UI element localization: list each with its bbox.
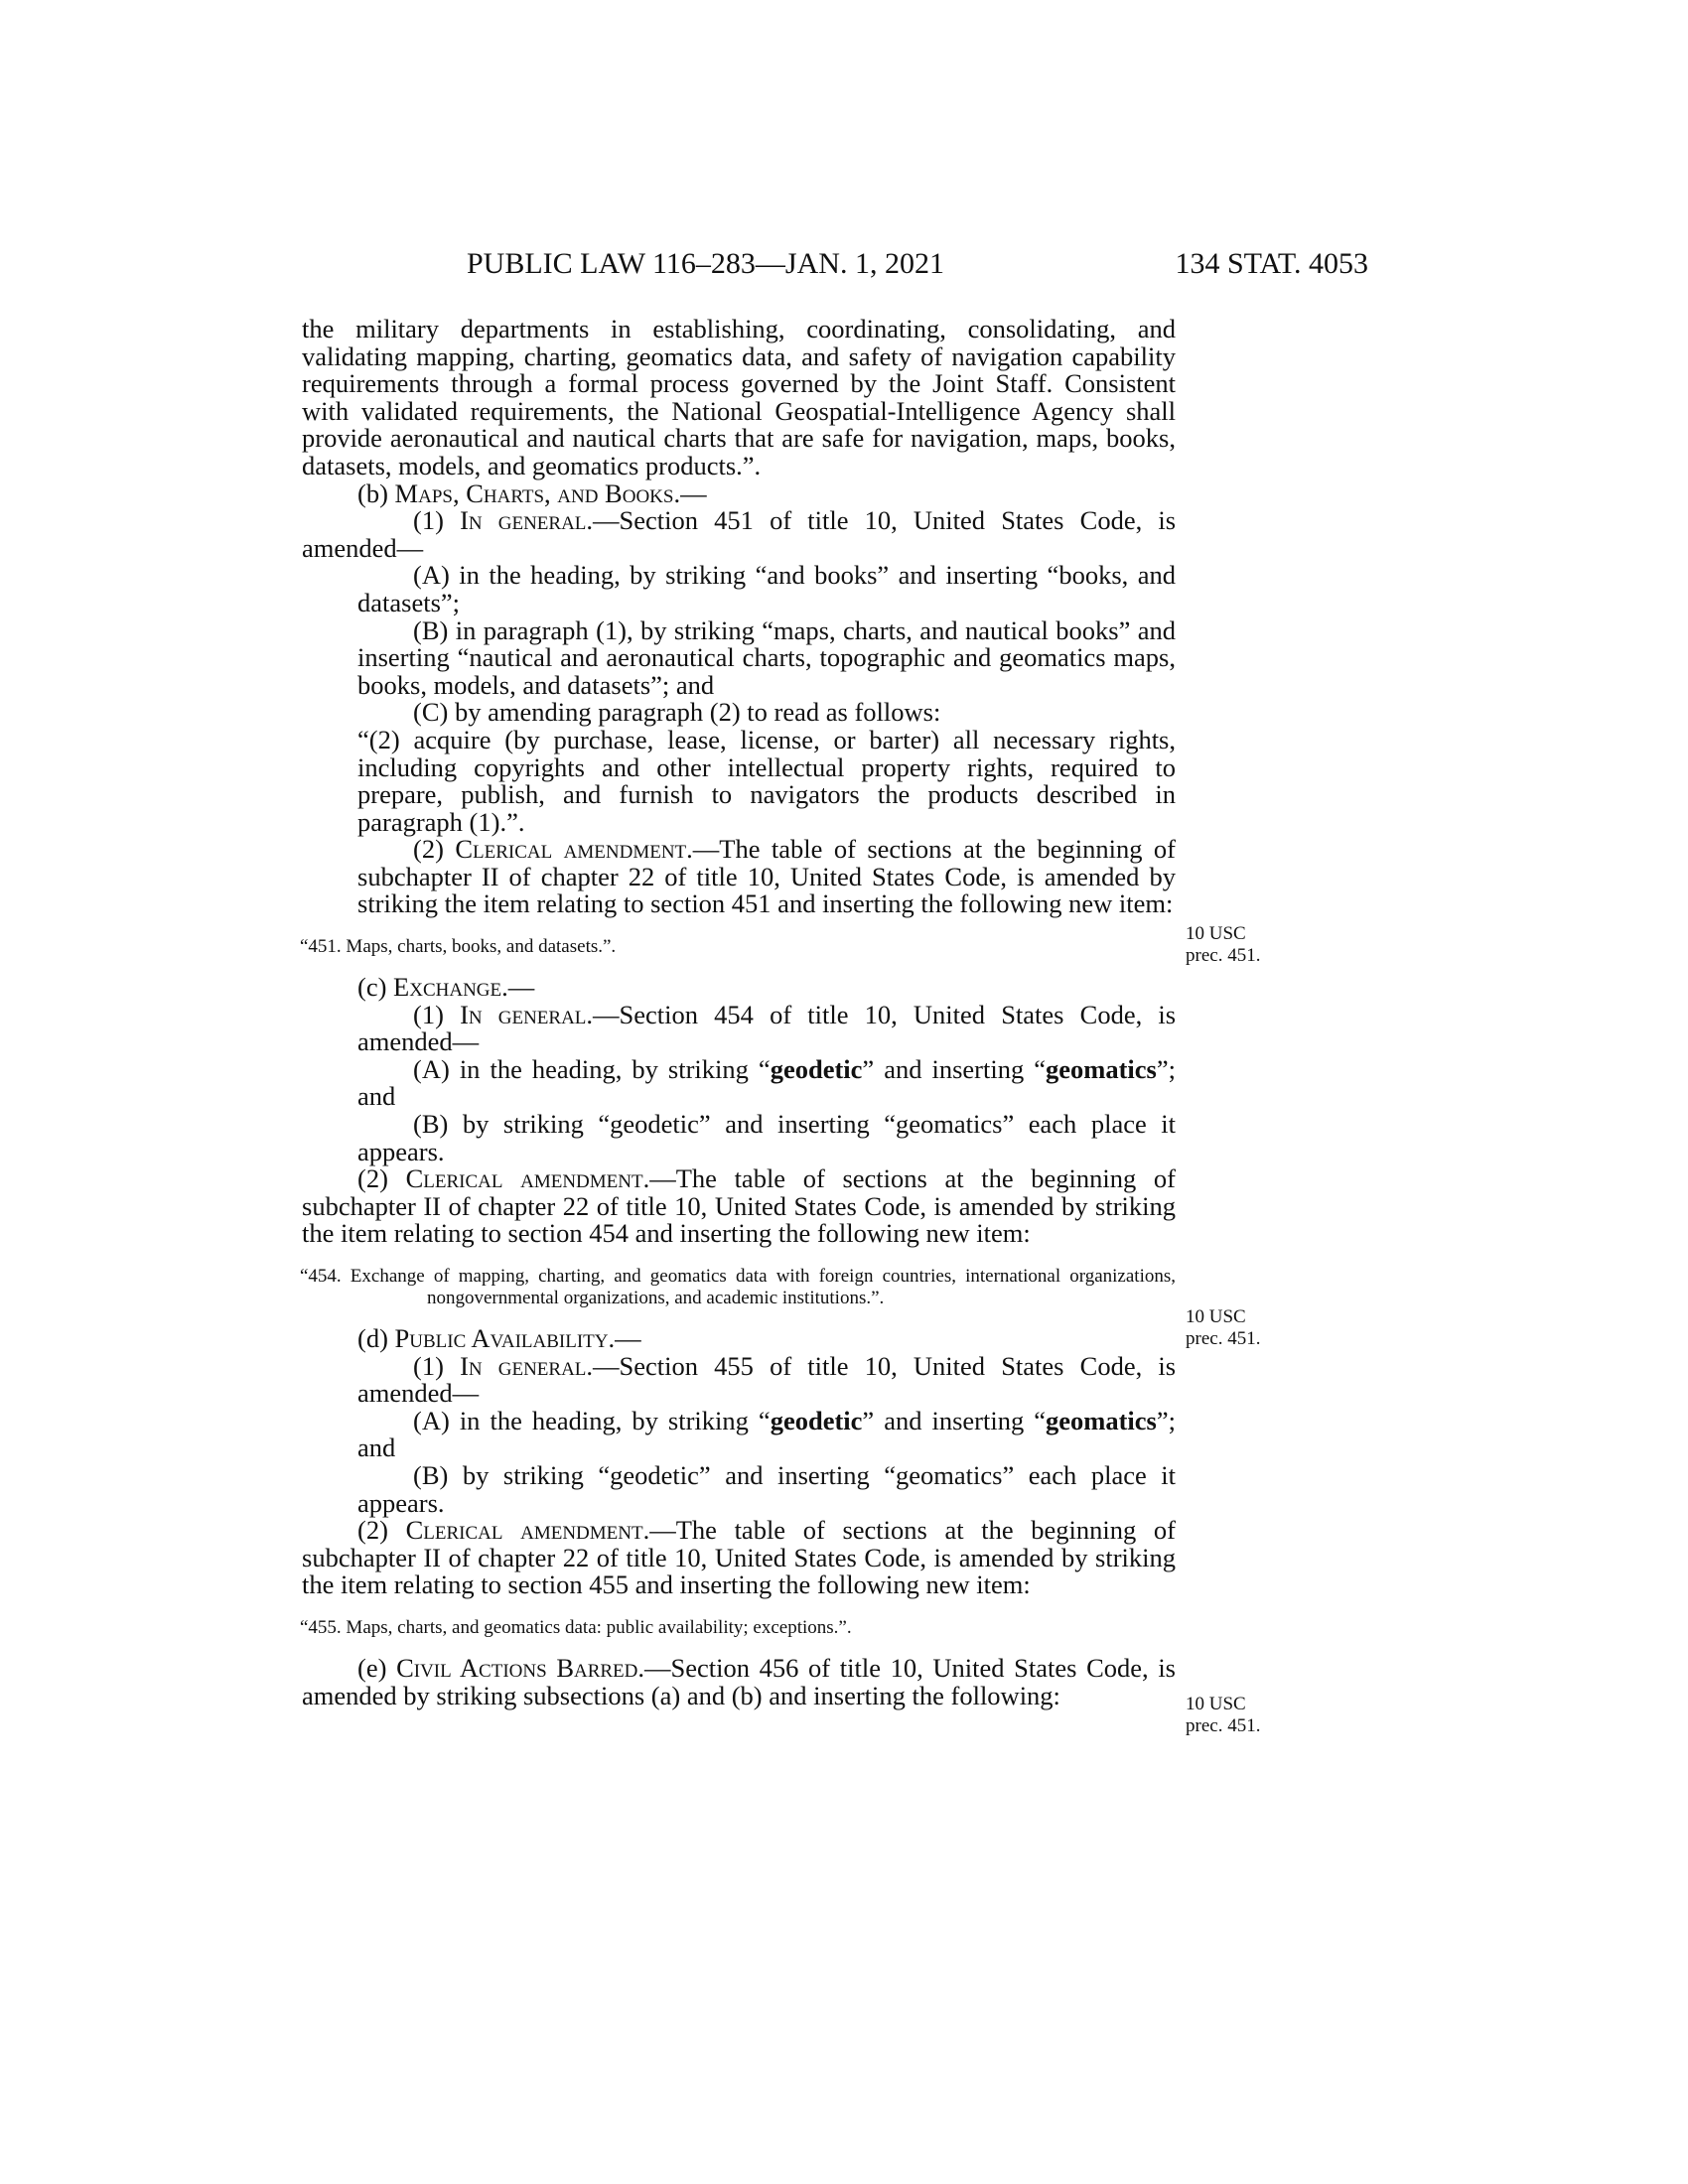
- margin-note-line: prec. 451.: [1186, 945, 1261, 966]
- bold-term: geomatics: [1046, 1053, 1157, 1084]
- bold-term: geodetic: [770, 1053, 863, 1084]
- subsection-b-title: Maps, Charts, and Books.—: [394, 478, 707, 508]
- table-of-sections-item-454: “454. Exchange of mapping, charting, and geomatics data with foreign countries, international organizations, nongovernmental organizations, and academic institutions.”.: [300, 1266, 1176, 1308]
- margin-note-line: 10 USC: [1186, 1694, 1246, 1714]
- subsection-b-paragraph-2: [302, 836, 1176, 918]
- paragraph-text: The table of sections at the beginning of subchapter II of chapter 22 of title 10, United States Code, is amended by striking the item relating to section 455 and inserting the following new item:: [302, 1515, 1176, 1600]
- subsection-d-paragraph-2: [246, 1517, 1176, 1599]
- margin-note-line: prec. 451.: [1186, 1715, 1261, 1736]
- page-number: 134 STAT. 4053: [1175, 247, 1368, 280]
- running-header-title: PUBLIC LAW 116–283—JAN. 1, 2021: [467, 247, 944, 280]
- subsection-c-number: (c): [357, 972, 387, 1003]
- subsection-c-subparagraph-b: (B) by striking “geodetic” and inserting “geomatics” each place it appears.: [357, 1109, 1176, 1166]
- paragraph-text: The table of sections at the beginning of subchapter II of chapter 22 of title 10, United States Code, is amended by striking the item relating to section 451 and inserting the following new item:: [357, 834, 1176, 919]
- paragraph-heading: In general.—: [460, 1350, 620, 1381]
- subsection-c-paragraph-2: [246, 1165, 1176, 1248]
- margin-note-b: [1186, 923, 1260, 967]
- subsection-b-number: (b): [357, 478, 388, 508]
- paragraph-heading: Clerical amendment.—: [405, 1515, 676, 1546]
- subsection-c-title: Exchange.—: [393, 972, 535, 1003]
- paragraph-number: (2): [357, 1515, 388, 1546]
- subsection-d-paragraph-1: [302, 1350, 1177, 1409]
- subsection-c-heading: [302, 974, 1176, 1002]
- bold-term: geomatics: [1046, 1405, 1157, 1435]
- subsection-b-heading: [302, 480, 1176, 508]
- paragraph-heading: In general.—: [460, 999, 620, 1029]
- subsection-b-paragraph-1: [302, 507, 1176, 562]
- text-run: (A) in the heading, by striking “: [413, 1053, 771, 1084]
- paragraph-heading: Clerical amendment.—: [405, 1163, 676, 1194]
- text-run: ”; and: [357, 1053, 1176, 1112]
- subsection-e-title: Civil Actions Barred.—: [396, 1652, 671, 1683]
- subsection-b-subparagraph-a: (A) in the heading, by striking “and books” and inserting “books, and datasets”;: [357, 560, 1176, 617]
- subsection-c-paragraph-1: [302, 999, 1177, 1057]
- table-of-sections-item-455: “455. Maps, charts, and geomatics data: public availability; exceptions.”.: [300, 1616, 852, 1638]
- subsection-e: [302, 1652, 1176, 1710]
- paragraph-number: (2): [413, 834, 444, 865]
- continuation-paragraph: the military departments in establishing, coordinating, consolidating, and validating mapping, charting, geomatics data, and safety of navigation capability requirements through a formal process governed by the Joint Staff. Consistent with validated requirements, the National Geospatial-Intelligence Agency shall provide aeronautical and nautical charts that are safe for navigation, maps, books, datasets, models, and geomatics products.”.: [302, 314, 1176, 480]
- paragraph-number: (2): [357, 1163, 388, 1194]
- subsection-d-title: Public Availability.—: [394, 1323, 641, 1353]
- margin-note-c: [1186, 1306, 1260, 1350]
- subsection-d-number: (d): [357, 1323, 388, 1353]
- subsection-d-subparagraph-a: [246, 1405, 1176, 1463]
- margin-note-line: 10 USC: [1186, 1306, 1246, 1327]
- subsection-b-subparagraph-b: (B) in paragraph (1), by striking “maps, charts, and nautical books” and inserting “nautical and aeronautical charts, topographic and geomatics maps, books, models, and datasets”; and: [357, 614, 1176, 700]
- paragraph-number: (1): [413, 999, 444, 1029]
- margin-note-line: 10 USC: [1186, 923, 1246, 944]
- table-of-sections-item-451: “451. Maps, charts, books, and datasets.”.: [300, 936, 617, 958]
- text-run: ”; and: [357, 1405, 1176, 1463]
- subsection-e-number: (e): [357, 1652, 387, 1683]
- margin-note-line: prec. 451.: [1186, 1328, 1261, 1349]
- paragraph-text: Section 455 of title 10, United States Code, is amended—: [357, 1350, 1177, 1409]
- subsection-e-text: Section 456 of title 10, United States Code, is amended by striking subsections (a) and (b) and inserting the following:: [302, 1652, 1176, 1710]
- subsection-c-subparagraph-a: [246, 1053, 1176, 1112]
- text-run: ” and inserting “: [862, 1405, 1047, 1435]
- paragraph-number: (1): [413, 1350, 444, 1381]
- margin-note-d: [1186, 1694, 1260, 1737]
- subsection-b-subparagraph-c: (C) by amending paragraph (2) to read as follows:: [413, 697, 941, 728]
- paragraph-text: Section 451 of title 10, United States Code, is amended—: [302, 505, 1177, 563]
- text-run: ” and inserting “: [862, 1053, 1047, 1084]
- subsection-b-quoted-paragraph: “(2) acquire (by purchase, lease, license, or barter) all necessary rights, including copyrights and other intellectual property rights, required to prepare, publish, and furnish to navigators the products described in paragraph (1).”.: [357, 724, 1176, 837]
- paragraph-text: Section 454 of title 10, United States Code, is amended—: [357, 999, 1177, 1057]
- paragraph-number: (1): [413, 505, 444, 536]
- paragraph-text: The table of sections at the beginning of subchapter II of chapter 22 of title 10, United States Code, is amended by striking the item relating to section 454 and inserting the following new item:: [302, 1163, 1176, 1249]
- paragraph-heading: In general.—: [460, 505, 620, 536]
- paragraph-heading: Clerical amendment.—: [455, 834, 720, 865]
- text-run: (A) in the heading, by striking “: [413, 1405, 771, 1435]
- document-body: [302, 316, 1176, 1709]
- subsection-d-subparagraph-b: (B) by striking “geodetic” and inserting “geomatics” each place it appears.: [357, 1459, 1176, 1518]
- bold-term: geodetic: [770, 1405, 863, 1435]
- subsection-d-heading: [302, 1325, 1176, 1353]
